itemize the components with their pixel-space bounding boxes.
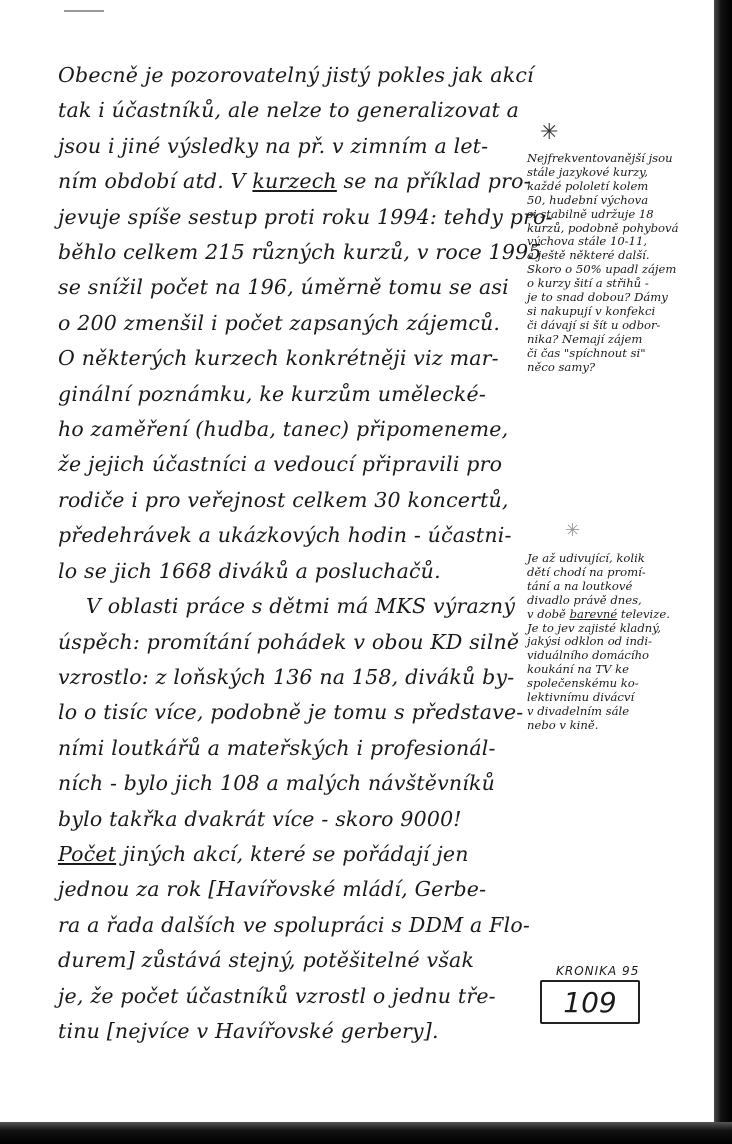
page-number: 109: [540, 980, 640, 1024]
underlined-word: Počet: [58, 841, 117, 866]
note-line: tání a na loutkové: [527, 578, 633, 593]
asterisk-icon: ✳: [540, 120, 559, 145]
text-fragment: v době: [527, 606, 570, 621]
text-fragment: se na příklad pro-: [336, 169, 531, 194]
text-line: ních - bylo jich 108 a malých návštěvníků: [58, 771, 496, 796]
text-fragment: ním období atd. V: [58, 169, 253, 194]
note-line: 50, hudební výchova: [527, 192, 649, 207]
text-line: běhlo celkem 215 různých kurzů, v roce 1995: [58, 240, 542, 265]
note-line: kurzů, podobně pohybová: [527, 220, 679, 235]
text-line: Obecně je pozorovatelný jistý pokles jak akcí: [58, 63, 534, 87]
text-line: vzrostlo: z loňských 136 na 158, diváků by-: [58, 664, 515, 689]
text-fragment: jiných akcí, které se pořádají jen: [116, 841, 469, 866]
chronicle-label: KRONIKA 95: [556, 964, 640, 978]
paragraph-1: [58, 58, 553, 589]
scan-mark: [64, 10, 104, 12]
note-line: společenskému ko-: [527, 676, 639, 691]
note-line: každé pololetí kolem: [527, 178, 649, 193]
text-line: předehrávek a ukázkových hodin - účastni-: [58, 523, 512, 548]
note-line: o kurzy šití a střihů -: [527, 276, 649, 291]
note-line: něco samy?: [527, 359, 596, 374]
note-line: si stabilně udržuje 18: [527, 206, 654, 221]
text-fragment: televize.: [617, 606, 670, 621]
scan-border-right: [714, 0, 732, 1144]
text-line-with-underline: [58, 837, 520, 872]
text-line: jevuje spíše sestup proti roku 1994: tehdy pro-: [58, 204, 553, 229]
note-line: viduálního domácího: [527, 648, 650, 663]
text-line: je, že počet účastníků vzrostl o jednu tře-: [58, 983, 496, 1008]
note-line: dětí chodí na promí-: [527, 564, 646, 579]
text-line: tak i účastníků, ale nelze to generalizovat a: [58, 98, 520, 123]
underlined-word: kurzech: [252, 169, 337, 194]
note-line: Je až udivující, kolik: [527, 551, 645, 565]
text-line: o 200 zmenšil i počet zapsaných zájemců.: [58, 310, 501, 335]
asterisk-icon: ✳: [565, 520, 581, 541]
note-line: výchova stále 10-11,: [527, 234, 648, 249]
note-line: Skoro o 50% upadl zájem: [527, 262, 677, 277]
scan-border-bottom: [0, 1122, 732, 1144]
text-line: ho zaměření (hudba, tanec) připomeneme,: [58, 417, 509, 442]
note-line: lektivnímu divácví: [527, 690, 635, 705]
text-line: ra a řada dalších ve spolupráci s DDM a Flo-: [58, 912, 531, 937]
text-line: durem] zůstává stejný, potěšitelné však: [58, 948, 475, 973]
note-line: v divadelním sále: [527, 703, 630, 718]
underlined-word: barevné: [569, 606, 618, 621]
margin-note-courses: [527, 152, 719, 375]
note-line: nika? Nemají zájem: [527, 331, 643, 346]
note-line: či čas "spíchnout si": [527, 345, 646, 360]
text-line: V oblasti práce s dětmi má MKS výrazný: [86, 594, 516, 619]
text-line: bylo takřka dvakrát více - skoro 9000!: [58, 806, 462, 831]
note-line: divadlo právě dnes,: [527, 592, 642, 607]
paragraph-3: [58, 837, 531, 1049]
text-line: ními loutkářů a mateřských i profesionál-: [58, 735, 496, 760]
text-line: lo se jich 1668 diváků a posluchačů.: [58, 558, 441, 583]
text-line: lo o tisíc více, podobně je tomu s představe-: [58, 700, 524, 725]
text-line: rodiče i pro veřejnost celkem 30 koncertů,: [58, 487, 509, 512]
note-line: nebo v kině.: [527, 717, 599, 732]
note-line: Nejfrekventovanější jsou: [527, 151, 673, 165]
note-line: či dávají si šít u odbor-: [527, 317, 661, 332]
note-line: jakýsi odklon od indi-: [527, 634, 653, 649]
note-line-with-underline: [527, 608, 719, 622]
note-line: Je to jev zajisté kladný,: [527, 620, 661, 635]
text-line: že jejich účastníci a vedoucí připravili pro: [58, 452, 503, 477]
paragraph-2: [58, 589, 524, 837]
note-line: je to snad dobou? Dámy: [527, 290, 668, 305]
text-line: jsou i jiné výsledky na př. v zimním a let-: [58, 133, 489, 158]
note-line: si nakupují v konfekci: [527, 303, 656, 318]
margin-note-children: [527, 552, 719, 733]
text-line: ginální poznámku, ke kurzům umělecké-: [58, 381, 487, 406]
note-line: stále jazykové kurzy,: [527, 164, 648, 179]
text-line: se snížil počet na 196, úměrně tomu se asi: [58, 275, 509, 300]
text-line-with-underline: [58, 164, 531, 199]
text-line: úspěch: promítání pohádek v obou KD silně: [58, 629, 520, 654]
text-line: tinu [nejvíce v Havířovské gerbery].: [58, 1018, 439, 1043]
note-line: a ještě některé další.: [527, 248, 650, 263]
note-line: koukání na TV ke: [527, 662, 630, 677]
text-line: O některých kurzech konkrétněji viz mar-: [58, 346, 499, 371]
text-line: jednou za rok [Havířovské mládí, Gerbe-: [58, 877, 487, 902]
